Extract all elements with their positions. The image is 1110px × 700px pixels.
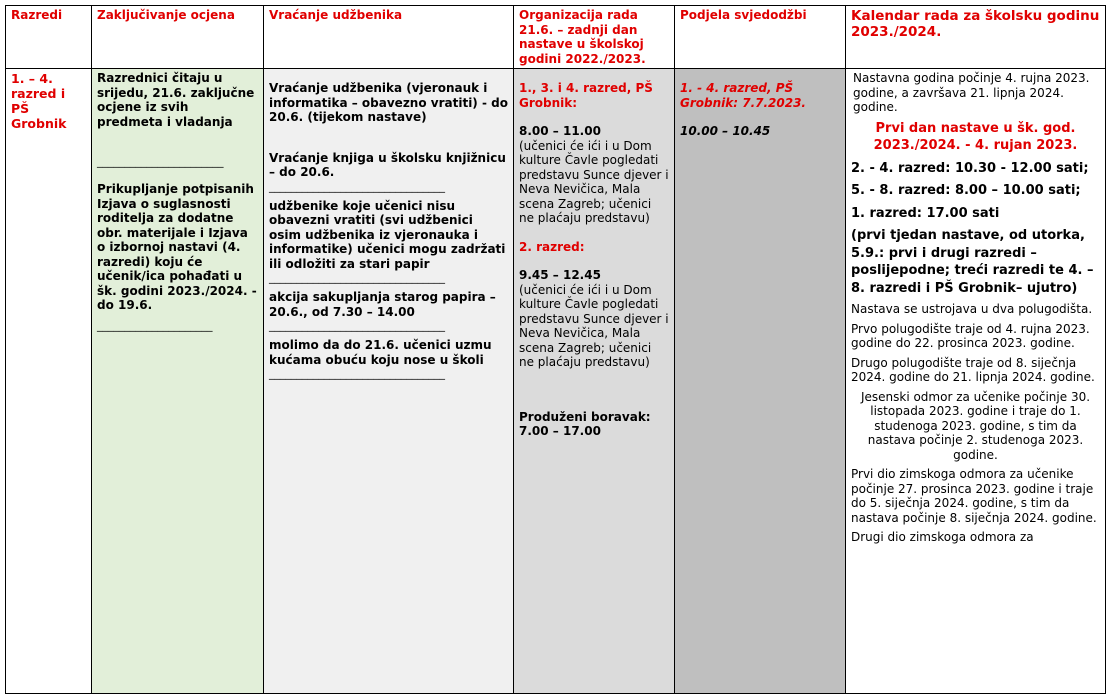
vracanje-text-5: molimo da do 21.6. učenici uzmu kućama obuću koju nose u školi — [269, 338, 492, 367]
kalendar-text-1: Nastavna godina počinje 4. rujna 2023. godine, a završava 21. lipnja 2024. godine. — [853, 71, 1090, 114]
vracanje-text-2: Vraćanje knjiga u školsku knjižnicu – do 20.6. — [269, 150, 506, 179]
kalendar-text-4: 5. - 8. razred: 8.00 – 10.00 sati; — [851, 183, 1081, 198]
kalendar-text-10: Jesenski odmor za učenike počinje 30. listopada 2023. godine i traje do 1. studenoga 2023. godine, s tim da nastava počinje 2. studenoga 2023. godine. — [860, 389, 1091, 462]
header-row — [6, 6, 1106, 69]
vracanje-text-1: Vraćanje udžbenika (vjeronauk i informatika – obavezno vratiti) - do 20.6. (tijekom nastave) — [269, 81, 508, 124]
zakljucivanje-text-1: Razrednici čitaju u srijedu, 21.6. zaključne ocjene iz svih predmeta i vladanja — [97, 71, 255, 129]
organizacija-group2-time: 9.45 – 12.45 — [519, 268, 601, 282]
razredi-label: 1. – 4. razred i PŠ Grobnik — [11, 71, 67, 131]
kalendar-text-11: Prvi dio zimskoga odmora za učenike počinje 27. prosinca 2023. godine i traje do 5. siječnja 2024. godine, s tim da nastava počinje 8. siječnja 2024. godine. — [851, 467, 1097, 525]
cell-vracanje — [264, 69, 514, 694]
separator-line: ________________________________ — [269, 271, 445, 284]
organizacija-boravak-title: Produženi boravak: — [519, 409, 651, 424]
organizacija-group1-desc: (učenici će ići i u Dom kulture Čavle pogledati predstavu Sunce djever i Neva Nevičica, Mala scena Zagreb; učenici ne plaćaju predstavu) — [519, 138, 669, 225]
schedule-table — [5, 5, 1106, 694]
cell-podjela — [675, 69, 846, 694]
organizacija-group2-title: 2. razred: — [519, 239, 585, 254]
cell-kalendar — [846, 69, 1106, 694]
organizacija-group2-desc: (učenici će ići i u Dom kulture Čavle pogledati predstavu Sunce djever i Neva Nevičica, Mala scena Zagreb; učenici ne plaćaju predstavu) — [519, 282, 669, 369]
kalendar-first-day: Prvi dan nastave u šk. god. 2023./2024. - 4. rujan 2023. — [873, 120, 1078, 153]
kalendar-text-7: Nastava se ustrojava u dva polugodišta. — [851, 302, 1093, 316]
separator-line: _______________________ — [97, 155, 224, 168]
separator-line: ________________________________ — [269, 367, 445, 380]
header-podjela: Podjela svjedodžbi — [675, 6, 846, 69]
cell-zakljucivanje — [92, 69, 264, 694]
separator-line: _____________________ — [97, 318, 213, 332]
vracanje-text-3: udžbenike koje učenici nisu obavezni vratiti (svi udžbenici osim udžbenika iz vjeronauka i informatike) učenici mogu zadržati ili odložiti za stari papir — [269, 198, 506, 271]
kalendar-text-3: 2. - 4. razred: 10.30 - 12.00 sati; — [851, 160, 1089, 176]
kalendar-text-5: 1. razred: 17.00 sati — [851, 205, 1000, 221]
header-kalendar: Kalendar rada za školsku godinu 2023./2024. — [846, 6, 1106, 69]
separator-line: ________________________________ — [269, 179, 445, 193]
header-zakljucivanje: Zaključivanje ocjena — [92, 6, 264, 69]
podjela-title: 1. - 4. razred, PŠ Grobnik: 7.7.2023. — [680, 81, 806, 110]
organizacija-group1-title: 1., 3. i 4. razred, PŠ Grobnik: — [519, 81, 653, 110]
vracanje-text-4: akcija sakupljanja starog papira – 20.6., od 7.30 – 14.00 — [269, 290, 496, 319]
table-row — [6, 69, 1106, 694]
kalendar-text-9: Drugo polugodište traje od 8. siječnja 2024. godine do 21. lipnja 2024. godine. — [851, 355, 1095, 384]
separator-line: ________________________________ — [269, 319, 445, 332]
cell-razredi — [6, 69, 92, 694]
podjela-time: 10.00 – 10.45 — [680, 124, 771, 138]
kalendar-text-8: Prvo polugodište traje od 4. rujna 2023. godine do 22. prosinca 2023. godine. — [851, 321, 1090, 350]
kalendar-text-12: Drugi dio zimskoga odmora za — [851, 530, 1034, 544]
header-razredi: Razredi — [6, 6, 92, 69]
organizacija-group1-time: 8.00 – 11.00 — [519, 124, 601, 138]
zakljucivanje-text-2: Prikupljanje potpisanih Izjava o suglasnosti roditelja za dodatne obr. materijale i Izjava o izbornoj nastavi (4. razredi) koju će učenik/ica pohađati u šk. godini 2023./2024. - do 19.6. — [97, 182, 257, 312]
cell-organizacija — [514, 69, 675, 694]
kalendar-text-6: (prvi tjedan nastave, od utorka, 5.9.: prvi i drugi razredi – poslijepodne; treći razredi te 4. – 8. razredi i PŠ Grobnik– ujutro) — [851, 228, 1094, 296]
organizacija-boravak-time: 7.00 – 17.00 — [519, 424, 601, 438]
header-vracanje: Vraćanje udžbenika — [264, 6, 514, 69]
header-organizacija: Organizacija rada 21.6. – zadnji dan nastave u školskoj godini 2022./2023. — [514, 6, 675, 69]
